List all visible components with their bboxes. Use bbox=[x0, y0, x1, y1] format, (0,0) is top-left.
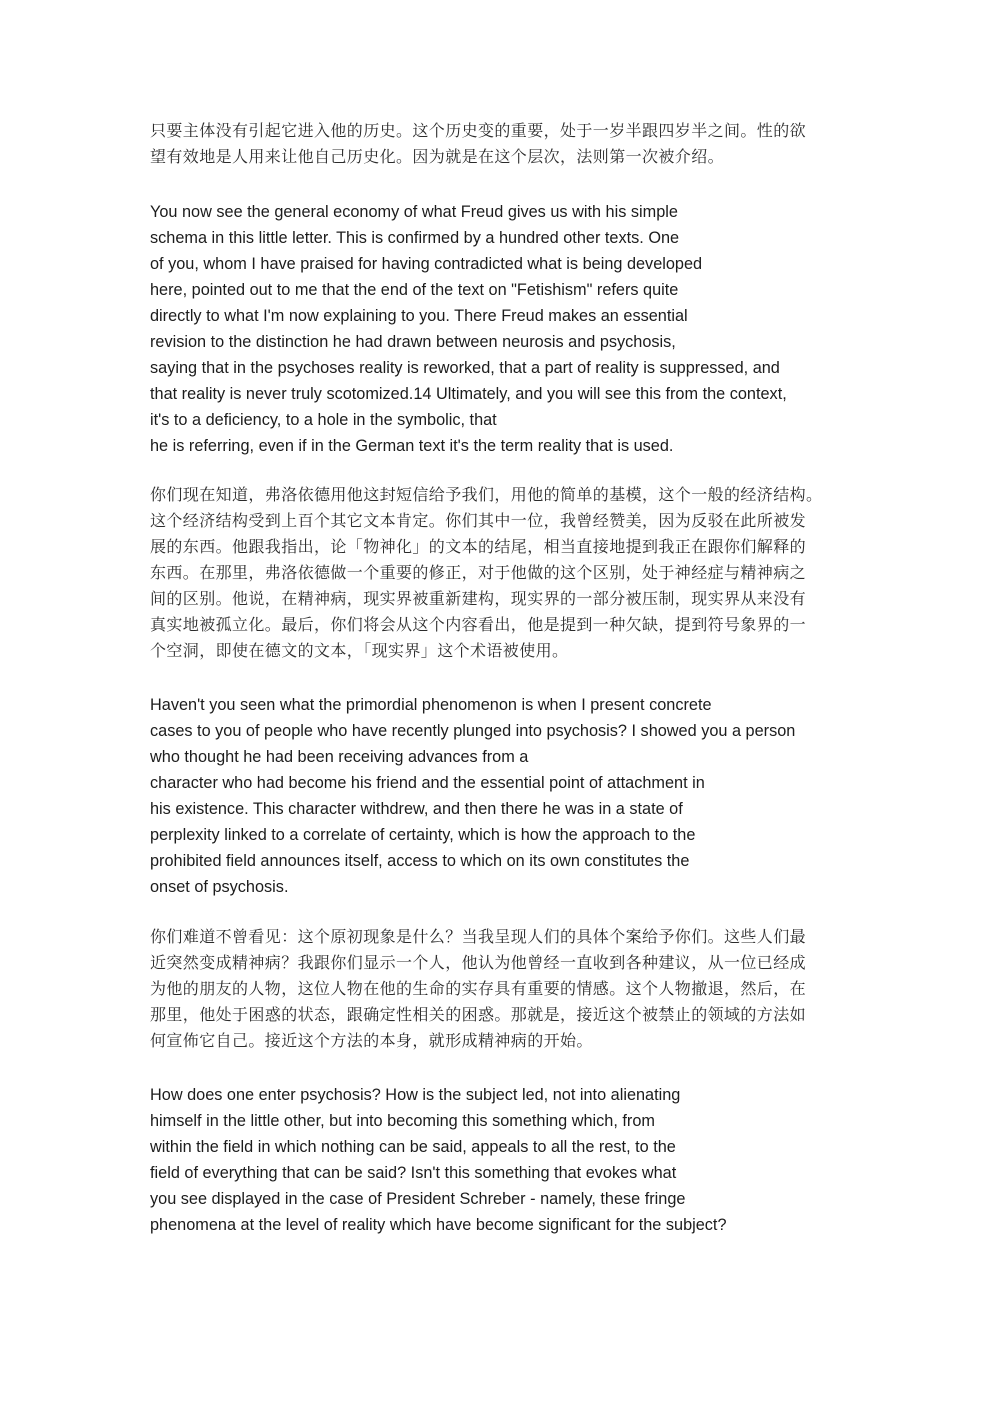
paragraph-zh-1 bbox=[150, 118, 806, 170]
paragraph-en-1 bbox=[150, 199, 787, 459]
text-line: of you, whom I have praised for having contradicted what is being developed bbox=[150, 255, 703, 273]
text-line: directly to what I'm now explaining to you. There Freud makes an essential bbox=[150, 307, 688, 325]
text-line: prohibited field announces itself, access to which on its own constitutes the bbox=[150, 852, 690, 870]
text-line: 你们难道不曾看见：这个原初现象是什么？当我呈现人们的具体个案给予你们。这些人们最 bbox=[150, 927, 807, 946]
text-line: you see displayed in the case of President Schreber - namely, these fringe bbox=[150, 1190, 686, 1208]
text-line: Haven't you seen what the primordial phenomenon is when I present concrete bbox=[150, 696, 712, 714]
text-line: You now see the general economy of what Freud gives us with his simple bbox=[150, 203, 678, 221]
text-line: field of everything that can be said? Isn't this something that evokes what bbox=[150, 1164, 677, 1182]
paragraph-zh-2 bbox=[150, 482, 822, 664]
text-line: 那里，他处于困惑的状态，跟确定性相关的困惑。那就是，接近这个被禁止的领域的方法如 bbox=[150, 1005, 807, 1024]
text-line: character who had become his friend and the essential point of attachment in bbox=[150, 774, 705, 792]
text-line: who thought he had been receiving advances from a bbox=[150, 748, 529, 766]
text-line: his existence. This character withdrew, and then there he was in a state of bbox=[150, 800, 683, 818]
text-line: saying that in the psychoses reality is reworked, that a part of reality is suppressed, and bbox=[150, 359, 780, 377]
text-line: cases to you of people who have recently plunged into psychosis? I showed you a person bbox=[150, 722, 796, 740]
text-line: 你们现在知道，弗洛依德用他这封短信给予我们，用他的简单的基模，这个一般的经济结构。 bbox=[150, 485, 823, 504]
text-line: it's to a deficiency, to a hole in the symbolic, that bbox=[150, 411, 497, 429]
text-line: How does one enter psychosis? How is the subject led, not into alienating bbox=[150, 1086, 681, 1104]
text-line: he is referring, even if in the German text it's the term reality that is used. bbox=[150, 437, 674, 455]
text-line: onset of psychosis. bbox=[150, 878, 289, 896]
text-line: within the field in which nothing can be said, appeals to all the rest, to the bbox=[150, 1138, 676, 1156]
text-line: 东西。在那里，弗洛依德做一个重要的修正，对于他做的这个区别，处于神经症与精神病之 bbox=[150, 563, 807, 582]
text-line: 何宣佈它自己。接近这个方法的本身，就形成精神病的开始。 bbox=[150, 1031, 593, 1050]
text-line: schema in this little letter. This is confirmed by a hundred other texts. One bbox=[150, 229, 680, 247]
text-line: here, pointed out to me that the end of the text on "Fetishism" refers quite bbox=[150, 281, 679, 299]
text-line: that reality is never truly scotomized.14 Ultimately, and you will see this from the context, bbox=[150, 385, 787, 403]
text-line: 望有效地是人用来让他自己历史化。因为就是在这个层次，法则第一次被介绍。 bbox=[150, 147, 725, 166]
text-line: 展的东西。他跟我指出，论「物神化」的文本的结尾，相当直接地提到我正在跟你们解释的 bbox=[150, 537, 807, 556]
text-line: phenomena at the level of reality which have become significant for the subject? bbox=[150, 1216, 727, 1234]
text-line: 近突然变成精神病？我跟你们显示一个人，他认为他曾经一直收到各种建议，从一位已经成 bbox=[150, 953, 807, 972]
text-line: himself in the little other, but into becoming this something which, from bbox=[150, 1112, 655, 1130]
paragraph-en-2 bbox=[150, 692, 795, 900]
text-line: perplexity linked to a correlate of certainty, which is how the approach to the bbox=[150, 826, 696, 844]
text-line: 间的区别。他说，在精神病，现实界被重新建构，现实界的一部分被压制，现实界从来没有 bbox=[150, 589, 807, 608]
text-line: revision to the distinction he had drawn between neurosis and psychosis, bbox=[150, 333, 676, 351]
paragraph-en-3 bbox=[150, 1082, 727, 1238]
text-line: 真实地被孤立化。最后，你们将会从这个内容看出，他是提到一种欠缺，提到符号象界的一 bbox=[150, 615, 807, 634]
text-line: 为他的朋友的人物，这位人物在他的生命的实存具有重要的情感。这个人物撤退，然后，在 bbox=[150, 979, 807, 998]
text-line: 只要主体没有引起它进入他的历史。这个历史变的重要，处于一岁半跟四岁半之间。性的欲 bbox=[150, 121, 807, 140]
text-line: 个空洞，即使在德文的文本，「现实界」这个术语被使用。 bbox=[150, 641, 569, 660]
text-line: 这个经济结构受到上百个其它文本肯定。你们其中一位，我曾经赞美，因为反驳在此所被发 bbox=[150, 511, 807, 530]
paragraph-zh-3 bbox=[150, 924, 806, 1054]
